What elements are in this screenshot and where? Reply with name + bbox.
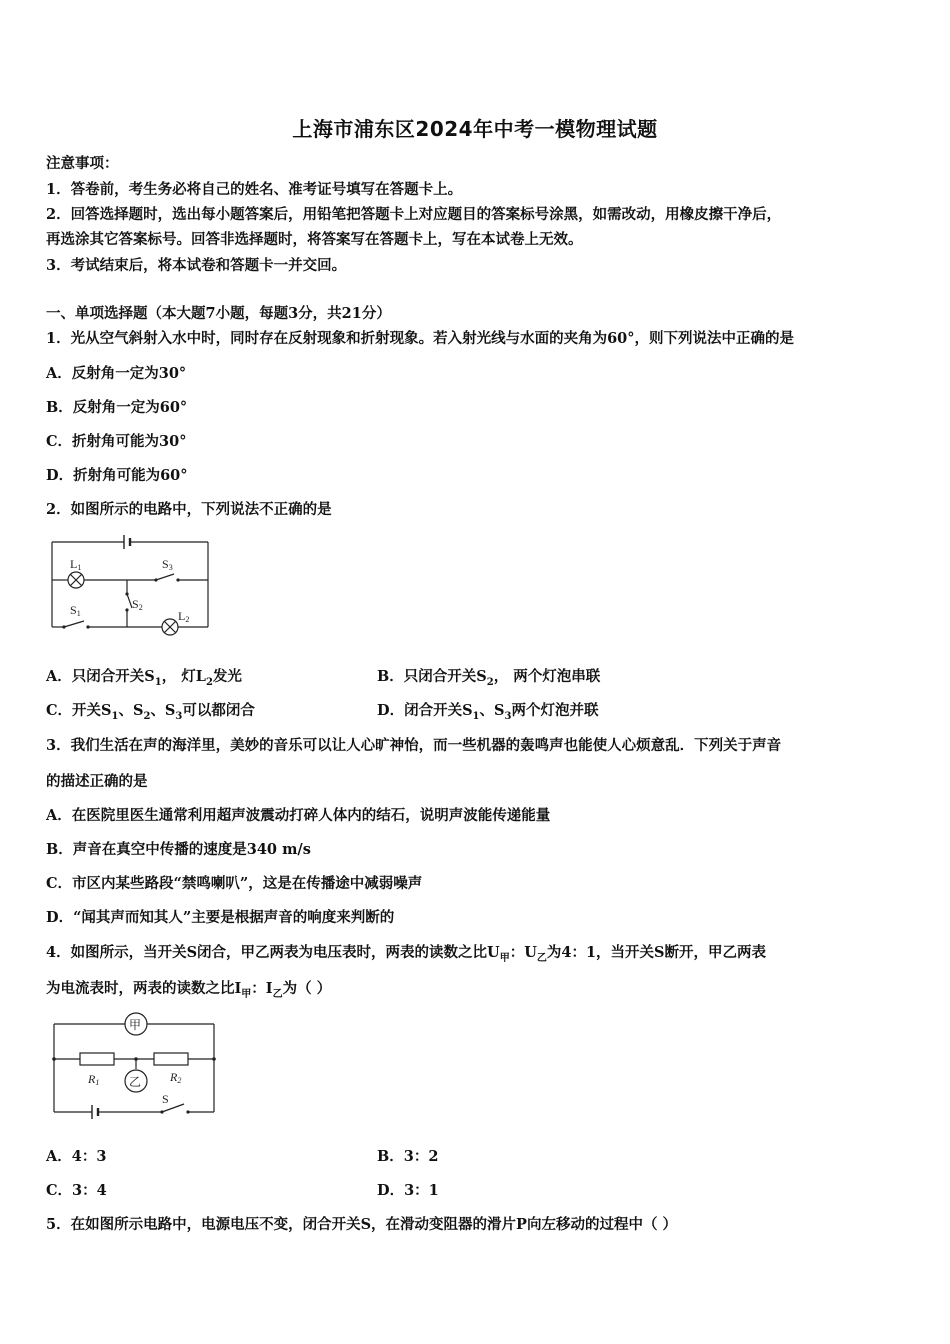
- q4-option-b: B．3：2: [377, 1148, 439, 1165]
- notice-item-3: 3．考试结束后，将本试卷和答题卡一并交回。: [46, 257, 347, 274]
- q3-stem-cont: 的描述正确的是: [46, 773, 148, 790]
- svg-text:L1: L1: [70, 557, 82, 572]
- q5-stem: 5．在如图所示电路中，电源电压不变，闭合开关S，在滑动变阻器的滑片P向左移动的过程中（ ）: [46, 1216, 678, 1233]
- q1-stem: 1．光从空气斜射入水中时，同时存在反射现象和折射现象。若入射光线与水面的夹角为60°，则下列说法中正确的是: [46, 330, 795, 347]
- q2-option-a: A．只闭合开关$S_1$， 灯$L_2$发光: [46, 668, 242, 688]
- section-heading: 一、单项选择题（本大题7小题，每题3分，共21分）: [46, 305, 391, 322]
- q4-option-d: D．3：1: [377, 1182, 439, 1199]
- q2-stem: 2．如图所示的电路中，下列说法不正确的是: [46, 501, 332, 518]
- notice-item-2: 2．回答选择题时，选出每小题答案后，用铅笔把答题卡上对应题目的答案标号涂黑，如需改动，用橡皮擦干净后，: [46, 206, 782, 223]
- resistor-r1-icon: [80, 1053, 114, 1065]
- q1-option-d: D．折射角可能为60°: [46, 467, 188, 484]
- q2-option-d: D．闭合开关$S_1$、$S_3$两个灯泡并联: [377, 702, 599, 722]
- lamp-l1-icon: [68, 572, 84, 588]
- q2-circuit-diagram: [46, 532, 216, 637]
- q3-option-a: A．在医院里医生通常利用超声波震动打碎人体内的结石，说明声波能传递能量: [46, 807, 551, 824]
- notice-item-1: 1．答卷前，考生务必将自己的姓名、准考证号填写在答题卡上。: [46, 181, 463, 198]
- svg-text:R2: R2: [170, 1070, 182, 1085]
- svg-text:S: S: [162, 1092, 169, 1106]
- svg-text:S1: S1: [70, 603, 81, 618]
- svg-text:R1: R1: [88, 1072, 100, 1087]
- q3-option-c: C．市区内某些路段“禁鸣喇叭”，这是在传播途中减弱噪声: [46, 875, 423, 892]
- notice-heading: 注意事项：: [46, 155, 119, 172]
- q4-circuit-diagram: [46, 1011, 226, 1126]
- q4-stem: 4．如图所示，当开关S闭合，甲乙两表为电压表时，两表的读数之比$U_甲$：$U_乙$为4：1，当开关S断开，甲乙两表: [46, 944, 767, 964]
- svg-text:S3: S3: [162, 557, 173, 572]
- q3-option-d: D．“闻其声而知其人”主要是根据声音的响度来判断的: [46, 909, 395, 926]
- q3-option-b: B．声音在真空中传播的速度是340 m/s: [46, 841, 311, 858]
- lamp-l2-icon: [162, 619, 178, 635]
- svg-text:甲: 甲: [129, 1018, 142, 1032]
- notice-item-2-cont: 再选涂其它答案标号。回答非选择题时，将答案写在答题卡上，写在本试卷上无效。: [46, 231, 583, 248]
- q1-option-c: C．折射角可能为30°: [46, 433, 187, 450]
- q1-option-a: A．反射角一定为30°: [46, 365, 187, 382]
- q1-option-b: B．反射角一定为60°: [46, 399, 188, 416]
- resistor-r2-icon: [154, 1053, 188, 1065]
- q3-stem: 3．我们生活在声的海洋里，美妙的音乐可以让人心旷神怡，而一些机器的轰鸣声也能使人心烦意乱．下列关于声音: [46, 737, 782, 754]
- q2-option-b: B．只闭合开关$S_2$， 两个灯泡串联: [377, 668, 601, 688]
- svg-text:S2: S2: [132, 597, 143, 612]
- svg-text:乙: 乙: [129, 1075, 142, 1089]
- page-title: 上海市浦东区2024年中考一模物理试题: [292, 117, 658, 141]
- q2-option-c: C．开关$S_1$、$S_2$、$S_3$可以都闭合: [46, 702, 255, 722]
- svg-text:L2: L2: [178, 609, 190, 624]
- q4-stem-cont: 为电流表时，两表的读数之比$I_甲$：$I_乙$为（ ）: [46, 980, 332, 1000]
- q4-option-c: C．3：4: [46, 1182, 107, 1199]
- q4-option-a: A．4：3: [46, 1148, 107, 1165]
